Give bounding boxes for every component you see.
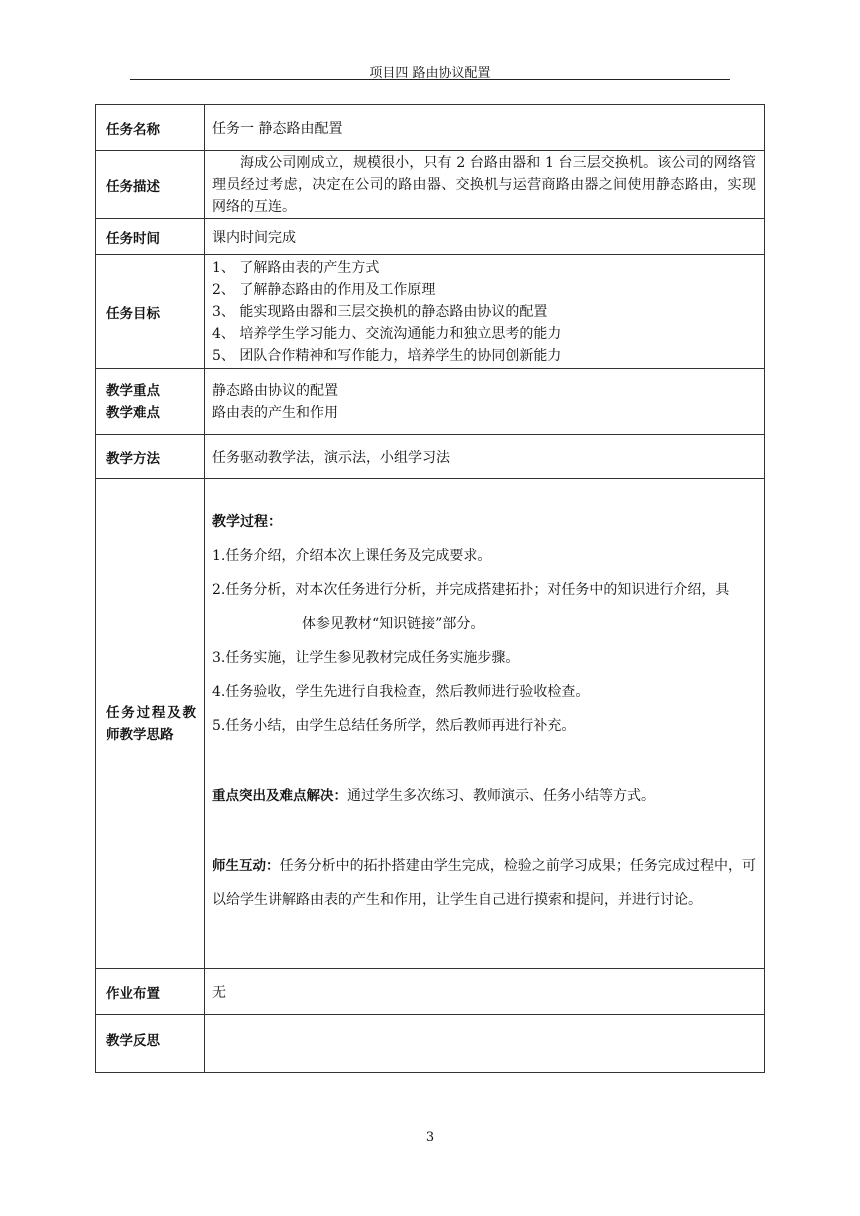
task-name-value: 任务一 静态路由配置 <box>205 105 765 151</box>
process-label <box>96 479 205 969</box>
homework-value: 无 <box>205 969 765 1015</box>
method-label: 教学方法 <box>96 435 205 479</box>
goal-item: 5、 团队合作精神和写作能力，培养学生的协同创新能力 <box>212 347 562 364</box>
row-method <box>96 435 765 479</box>
process-step: 2.任务分析，对本次任务进行分析，并完成搭建拓扑；对任务中的知识进行介绍，具 <box>212 582 730 598</box>
interaction-paragraph <box>212 849 756 917</box>
goal-item: 4、 培养学生学习能力、交流沟通能力和独立思考的能力 <box>212 325 562 342</box>
task-goals-list <box>205 255 765 369</box>
process-label-text: 任务过程及教师教学思路 <box>106 704 196 743</box>
task-time-label: 任务时间 <box>96 219 205 255</box>
row-key-points <box>96 369 765 435</box>
process-step: 1.任务介绍，介绍本次上课任务及完成要求。 <box>212 548 492 564</box>
interaction-text: 任务分析中的拓扑搭建由学生完成，检验之前学习成果；任务完成过程中，可以给学生讲解路由表的产生和作用，让学生自己进行摸索和提问，并进行讨论。 <box>212 858 757 908</box>
process-content <box>205 479 765 969</box>
row-task-goals <box>96 255 765 369</box>
key-points-value <box>205 369 765 435</box>
method-value: 任务驱动教学法，演示法，小组学习法 <box>205 435 765 479</box>
process-step: 4.任务验收，学生先进行自我检查，然后教师进行验收检查。 <box>212 684 590 700</box>
row-task-desc <box>96 151 765 219</box>
key-point-value: 静态路由协议的配置 <box>212 382 338 399</box>
task-desc-text: 海成公司刚成立，规模很小，只有 2 台路由器和 1 台三层交换机。该公司的网络管理员经过考虑，决定在公司的路由器、交换机与运营商路由器之间使用静态路由，实现网络的互连。 <box>212 154 756 215</box>
process-step: 5.任务小结，由学生总结任务所学，然后教师再进行补充。 <box>212 718 576 734</box>
interaction-label: 师生互动： <box>212 858 280 874</box>
reflection-value <box>205 1015 765 1073</box>
goal-item: 3、 能实现路由器和三层交换机的静态路由协议的配置 <box>212 303 548 320</box>
process-step-continuation: 体参见教材“知识链接”部分。 <box>302 616 485 632</box>
lesson-plan-table <box>95 104 765 1073</box>
goal-item: 2、 了解静态路由的作用及工作原理 <box>212 281 436 298</box>
row-process <box>96 479 765 969</box>
key-points-label <box>96 369 205 435</box>
key-solution-text: 通过学生多次练习、教师演示、任务小结等方式。 <box>347 788 655 804</box>
key-solution-label: 重点突出及难点解决： <box>212 788 347 804</box>
difficulty-value: 路由表的产生和作用 <box>212 404 338 421</box>
header-rule <box>130 79 730 80</box>
key-solution-paragraph <box>212 779 756 813</box>
difficulty-label: 教学难点 <box>106 404 160 421</box>
goal-item: 1、 了解路由表的产生方式 <box>212 259 380 276</box>
row-homework <box>96 969 765 1015</box>
task-goals-label: 任务目标 <box>96 255 205 369</box>
page-header-title: 项目四 路由协议配置 <box>369 66 491 81</box>
key-point-label: 教学重点 <box>106 382 160 399</box>
process-step: 3.任务实施，让学生参见教材完成任务实施步骤。 <box>212 650 520 666</box>
task-name-label: 任务名称 <box>96 105 205 151</box>
row-reflection <box>96 1015 765 1073</box>
row-task-time <box>96 219 765 255</box>
task-desc-value <box>205 151 765 219</box>
process-heading: 教学过程： <box>212 514 282 530</box>
task-desc-label: 任务描述 <box>96 151 205 219</box>
homework-label: 作业布置 <box>96 969 205 1015</box>
reflection-label: 教学反思 <box>96 1015 205 1073</box>
task-time-value: 课内时间完成 <box>205 219 765 255</box>
page-number: 3 <box>425 1130 435 1145</box>
row-task-name <box>96 105 765 151</box>
